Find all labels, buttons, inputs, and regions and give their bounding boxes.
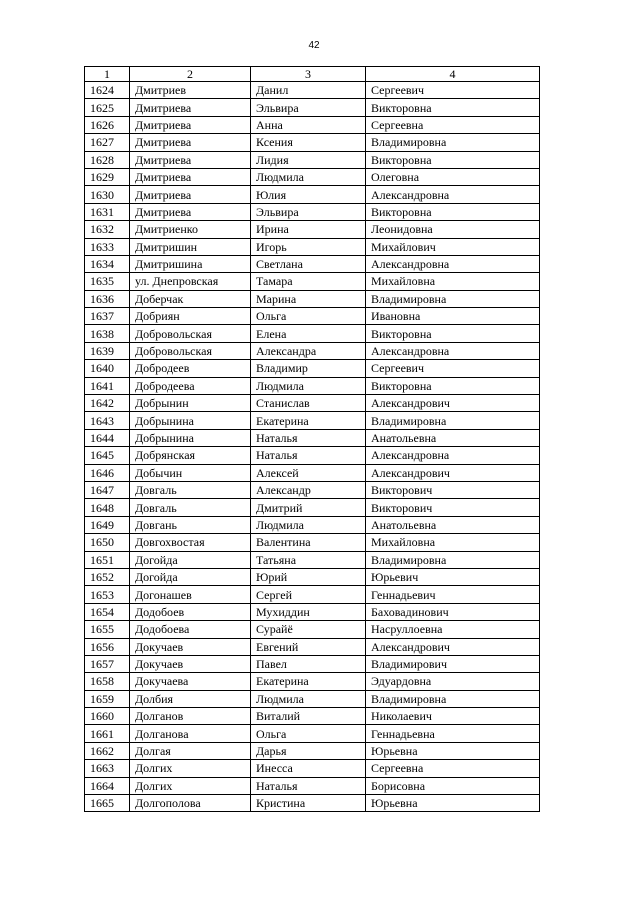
surname-cell: Добрынин: [130, 395, 251, 412]
row-number-cell: 1629: [85, 168, 130, 185]
patronymic-cell: Леонидовна: [366, 221, 540, 238]
surname-cell: Докучаева: [130, 673, 251, 690]
patronymic-cell: Ивановна: [366, 308, 540, 325]
table-row: [85, 168, 540, 185]
first-name-cell: Наталья: [251, 777, 366, 794]
table-row: [85, 777, 540, 794]
patronymic-cell: Борисовна: [366, 777, 540, 794]
first-name-cell: Александр: [251, 481, 366, 498]
first-name-cell: Ксения: [251, 134, 366, 151]
surname-cell: Дмитриенко: [130, 221, 251, 238]
patronymic-cell: Николаевич: [366, 708, 540, 725]
row-number-cell: 1643: [85, 412, 130, 429]
table-row: [85, 742, 540, 759]
first-name-cell: Наталья: [251, 429, 366, 446]
patronymic-cell: Александровна: [366, 342, 540, 359]
table-row: [85, 795, 540, 812]
row-number-cell: 1630: [85, 186, 130, 203]
row-number-cell: 1626: [85, 116, 130, 133]
surname-cell: Догойда: [130, 551, 251, 568]
table-row: [85, 134, 540, 151]
row-number-cell: 1665: [85, 795, 130, 812]
first-name-cell: Анна: [251, 116, 366, 133]
table-row: [85, 273, 540, 290]
row-number-cell: 1637: [85, 308, 130, 325]
surname-cell: Догойда: [130, 568, 251, 585]
patronymic-cell: Геннадьевич: [366, 586, 540, 603]
surname-cell: Дмитришин: [130, 238, 251, 255]
first-name-cell: Дарья: [251, 742, 366, 759]
surname-cell: Довгаль: [130, 499, 251, 516]
row-number-cell: 1654: [85, 603, 130, 620]
row-number-cell: 1631: [85, 203, 130, 220]
first-name-cell: Екатерина: [251, 412, 366, 429]
patronymic-cell: Александровна: [366, 186, 540, 203]
first-name-cell: Валентина: [251, 534, 366, 551]
table-row: [85, 238, 540, 255]
first-name-cell: Тамара: [251, 273, 366, 290]
surname-cell: Добычин: [130, 464, 251, 481]
row-number-cell: 1627: [85, 134, 130, 151]
column-header-number: 1: [85, 67, 130, 82]
patronymic-cell: Владимирович: [366, 655, 540, 672]
first-name-cell: Людмила: [251, 690, 366, 707]
row-number-cell: 1656: [85, 638, 130, 655]
table-row: [85, 481, 540, 498]
first-name-cell: Эльвира: [251, 203, 366, 220]
surname-cell: Долгих: [130, 760, 251, 777]
patronymic-cell: Владимировна: [366, 290, 540, 307]
table-row: [85, 308, 540, 325]
first-name-cell: Виталий: [251, 708, 366, 725]
table-row: [85, 464, 540, 481]
table-row: [85, 760, 540, 777]
surname-cell: Докучаев: [130, 655, 251, 672]
table-row: [85, 568, 540, 585]
patronymic-cell: Владимировна: [366, 134, 540, 151]
patronymic-cell: Сергеевна: [366, 760, 540, 777]
patronymic-cell: Викторович: [366, 499, 540, 516]
table-row: [85, 551, 540, 568]
table-row: [85, 412, 540, 429]
surname-cell: Довгаль: [130, 481, 251, 498]
surname-cell: Добриян: [130, 308, 251, 325]
surname-cell: Добровольская: [130, 325, 251, 342]
patronymic-cell: Эдуардовна: [366, 673, 540, 690]
patronymic-cell: Викторовна: [366, 377, 540, 394]
surname-cell: Докучаев: [130, 638, 251, 655]
row-number-cell: 1628: [85, 151, 130, 168]
row-number-cell: 1633: [85, 238, 130, 255]
surname-cell: Добровольская: [130, 342, 251, 359]
row-number-cell: 1658: [85, 673, 130, 690]
column-header-patronymic: 4: [366, 67, 540, 82]
table-row: [85, 725, 540, 742]
patronymic-cell: Баховадинович: [366, 603, 540, 620]
first-name-cell: Владимир: [251, 360, 366, 377]
first-name-cell: Ольга: [251, 308, 366, 325]
first-name-cell: Людмила: [251, 516, 366, 533]
surname-cell: Дмитриева: [130, 116, 251, 133]
row-number-cell: 1660: [85, 708, 130, 725]
patronymic-cell: Викторовна: [366, 325, 540, 342]
surname-cell: Дмитришина: [130, 255, 251, 272]
table-body: [85, 67, 540, 812]
row-number-cell: 1625: [85, 99, 130, 116]
surname-cell: Дмитриева: [130, 203, 251, 220]
patronymic-cell: Сергеевна: [366, 116, 540, 133]
row-number-cell: 1641: [85, 377, 130, 394]
table-row: [85, 377, 540, 394]
surname-cell: Добродеева: [130, 377, 251, 394]
row-number-cell: 1634: [85, 255, 130, 272]
patronymic-cell: Викторович: [366, 481, 540, 498]
column-header-surname: 2: [130, 67, 251, 82]
first-name-cell: Алексей: [251, 464, 366, 481]
patronymic-cell: Александрович: [366, 464, 540, 481]
first-name-cell: Юлия: [251, 186, 366, 203]
patronymic-cell: Юрьевна: [366, 742, 540, 759]
row-number-cell: 1635: [85, 273, 130, 290]
first-name-cell: Александра: [251, 342, 366, 359]
table-row: [85, 673, 540, 690]
table-row: [85, 203, 540, 220]
patronymic-cell: Анатольевна: [366, 516, 540, 533]
table-row: [85, 395, 540, 412]
row-number-cell: 1664: [85, 777, 130, 794]
row-number-cell: 1651: [85, 551, 130, 568]
surname-cell: Долгая: [130, 742, 251, 759]
first-name-cell: Людмила: [251, 377, 366, 394]
patronymic-cell: Владимировна: [366, 551, 540, 568]
patronymic-cell: Михайловна: [366, 273, 540, 290]
row-number-cell: 1632: [85, 221, 130, 238]
first-name-cell: Ольга: [251, 725, 366, 742]
table-row: [85, 534, 540, 551]
row-number-cell: 1662: [85, 742, 130, 759]
surname-cell: Довгань: [130, 516, 251, 533]
row-number-cell: 1659: [85, 690, 130, 707]
surname-cell: Дмитриева: [130, 168, 251, 185]
row-number-cell: 1663: [85, 760, 130, 777]
surname-cell: Долгих: [130, 777, 251, 794]
surname-cell: Довгохвостая: [130, 534, 251, 551]
row-number-cell: 1648: [85, 499, 130, 516]
patronymic-cell: Олеговна: [366, 168, 540, 185]
row-number-cell: 1644: [85, 429, 130, 446]
first-name-cell: Дмитрий: [251, 499, 366, 516]
row-number-cell: 1646: [85, 464, 130, 481]
surname-cell: Доберчак: [130, 290, 251, 307]
surname-cell: Додобоев: [130, 603, 251, 620]
first-name-cell: Инесса: [251, 760, 366, 777]
first-name-cell: Светлана: [251, 255, 366, 272]
table-row: [85, 655, 540, 672]
patronymic-cell: Викторовна: [366, 203, 540, 220]
first-name-cell: Станислав: [251, 395, 366, 412]
table-row: [85, 82, 540, 99]
first-name-cell: Марина: [251, 290, 366, 307]
first-name-cell: Елена: [251, 325, 366, 342]
patronymic-cell: Геннадьевна: [366, 725, 540, 742]
patronymic-cell: Сергеевич: [366, 360, 540, 377]
surname-cell: Долганова: [130, 725, 251, 742]
table-row: [85, 290, 540, 307]
table-row: [85, 429, 540, 446]
row-number-cell: 1652: [85, 568, 130, 585]
surname-cell: Дмитриев: [130, 82, 251, 99]
table-row: [85, 516, 540, 533]
surname-cell: Дмитриева: [130, 134, 251, 151]
patronymic-cell: Анатольевна: [366, 429, 540, 446]
row-number-cell: 1636: [85, 290, 130, 307]
first-name-cell: Данил: [251, 82, 366, 99]
surname-cell: Долбия: [130, 690, 251, 707]
table-row: [85, 447, 540, 464]
first-name-cell: Екатерина: [251, 673, 366, 690]
table-row: [85, 690, 540, 707]
patronymic-cell: Александрович: [366, 638, 540, 655]
first-name-cell: Юрий: [251, 568, 366, 585]
row-number-cell: 1642: [85, 395, 130, 412]
row-number-cell: 1640: [85, 360, 130, 377]
table-row: [85, 221, 540, 238]
patronymic-cell: Викторовна: [366, 151, 540, 168]
row-number-cell: 1661: [85, 725, 130, 742]
patronymic-cell: Михайловна: [366, 534, 540, 551]
surname-cell: Долгополова: [130, 795, 251, 812]
first-name-cell: Наталья: [251, 447, 366, 464]
row-number-cell: 1655: [85, 621, 130, 638]
patronymic-cell: Александровна: [366, 447, 540, 464]
surname-cell: Дмитриева: [130, 186, 251, 203]
row-number-cell: 1639: [85, 342, 130, 359]
table-header-row: [85, 67, 540, 82]
surname-cell: Добродеев: [130, 360, 251, 377]
row-number-cell: 1650: [85, 534, 130, 551]
table-row: [85, 621, 540, 638]
table-row: [85, 342, 540, 359]
surname-cell: ул. Днепровская: [130, 273, 251, 290]
row-number-cell: 1649: [85, 516, 130, 533]
surname-cell: Догонашев: [130, 586, 251, 603]
table-row: [85, 360, 540, 377]
row-number-cell: 1645: [85, 447, 130, 464]
patronymic-cell: Михайлович: [366, 238, 540, 255]
table-row: [85, 325, 540, 342]
surname-cell: Добрынина: [130, 412, 251, 429]
row-number-cell: 1638: [85, 325, 130, 342]
surname-cell: Долганов: [130, 708, 251, 725]
patronymic-cell: Александровна: [366, 255, 540, 272]
name-register-table: [84, 66, 540, 812]
table-row: [85, 638, 540, 655]
row-number-cell: 1653: [85, 586, 130, 603]
first-name-cell: Евгений: [251, 638, 366, 655]
table-row: [85, 151, 540, 168]
first-name-cell: Сергей: [251, 586, 366, 603]
first-name-cell: Людмила: [251, 168, 366, 185]
patronymic-cell: Юрьевна: [366, 795, 540, 812]
first-name-cell: Лидия: [251, 151, 366, 168]
row-number-cell: 1647: [85, 481, 130, 498]
first-name-cell: Игорь: [251, 238, 366, 255]
patronymic-cell: Александрович: [366, 395, 540, 412]
surname-cell: Дмитриева: [130, 99, 251, 116]
page-number: 42: [308, 40, 320, 51]
surname-cell: Додобоева: [130, 621, 251, 638]
first-name-cell: Эльвира: [251, 99, 366, 116]
first-name-cell: Татьяна: [251, 551, 366, 568]
first-name-cell: Мухиддин: [251, 603, 366, 620]
surname-cell: Дмитриева: [130, 151, 251, 168]
column-header-first-name: 3: [251, 67, 366, 82]
patronymic-cell: Сергеевич: [366, 82, 540, 99]
patronymic-cell: Юрьевич: [366, 568, 540, 585]
first-name-cell: Ирина: [251, 221, 366, 238]
table-row: [85, 708, 540, 725]
table-row: [85, 255, 540, 272]
patronymic-cell: Владимировна: [366, 412, 540, 429]
table-row: [85, 499, 540, 516]
row-number-cell: 1624: [85, 82, 130, 99]
table-row: [85, 603, 540, 620]
table-row: [85, 99, 540, 116]
patronymic-cell: Викторовна: [366, 99, 540, 116]
table-row: [85, 186, 540, 203]
first-name-cell: Кристина: [251, 795, 366, 812]
row-number-cell: 1657: [85, 655, 130, 672]
surname-cell: Добрынина: [130, 429, 251, 446]
table-row: [85, 586, 540, 603]
patronymic-cell: Владимировна: [366, 690, 540, 707]
patronymic-cell: Насруллоевна: [366, 621, 540, 638]
first-name-cell: Павел: [251, 655, 366, 672]
first-name-cell: Сурайё: [251, 621, 366, 638]
surname-cell: Добрянская: [130, 447, 251, 464]
table-row: [85, 116, 540, 133]
